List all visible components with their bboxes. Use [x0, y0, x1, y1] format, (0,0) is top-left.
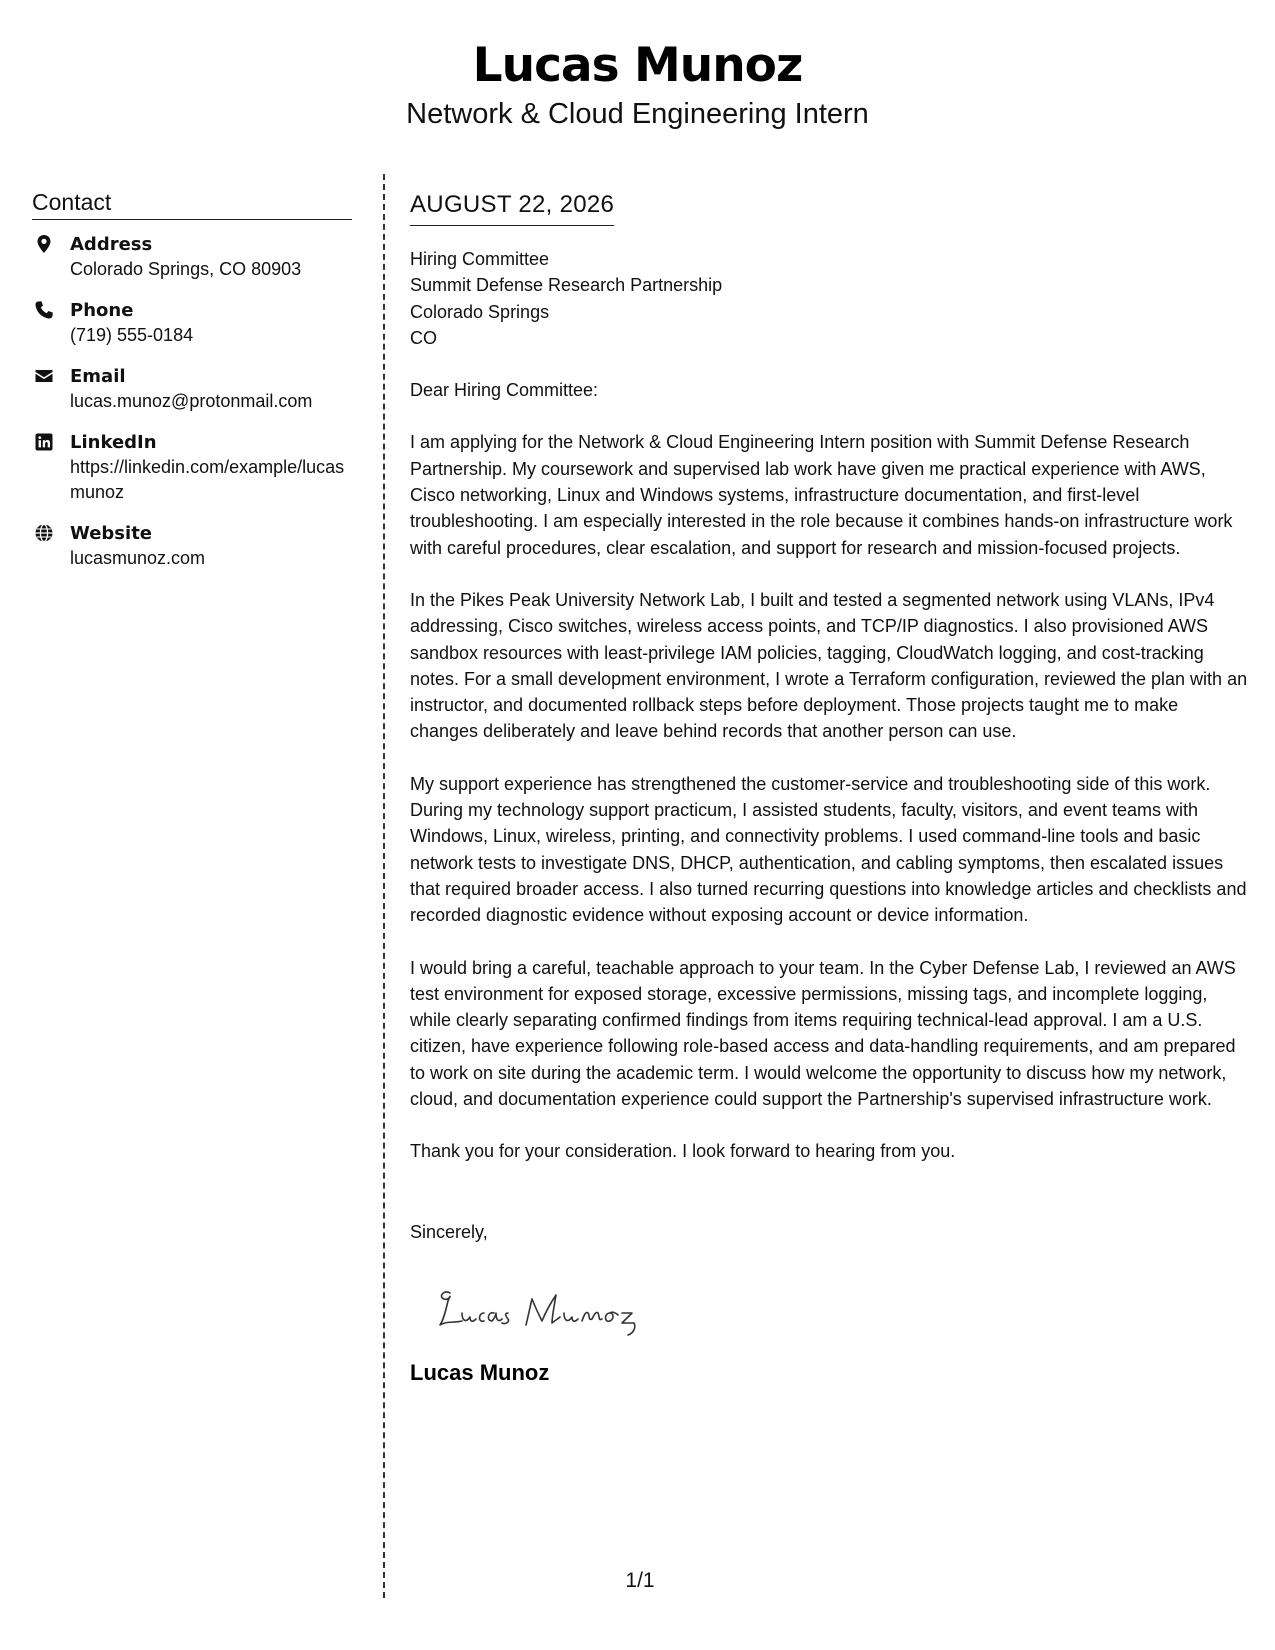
recipient-line: CO [410, 327, 437, 348]
website-value[interactable]: lucasmunoz.com [70, 548, 206, 568]
recipient-line: Summit Defense Research Partnership [410, 275, 723, 296]
column-divider [383, 174, 385, 1598]
contact-label: Phone [70, 300, 134, 321]
contact-label: Website [70, 523, 153, 544]
contact-label: Address [70, 234, 153, 255]
contact-item-linkedin [32, 430, 352, 505]
handwritten-signature [436, 1279, 1250, 1339]
recipient-line: Hiring Committee [410, 249, 550, 269]
linkedin-icon [34, 432, 54, 452]
signed-name: Lucas Munoz [410, 1359, 550, 1385]
resume-header [0, 36, 1275, 132]
job-title: Network & Cloud Engineering Intern [406, 98, 869, 130]
signature-graphic [436, 1279, 676, 1339]
closing: Sincerely, [410, 1221, 488, 1242]
recipient-block [410, 246, 1250, 351]
applicant-name: Lucas Munoz [472, 38, 803, 93]
address-value: Colorado Springs, CO 80903 [70, 259, 302, 279]
globe-icon [34, 523, 54, 543]
envelope-icon [34, 366, 54, 386]
email-value[interactable]: lucas.munoz@protonmail.com [70, 391, 313, 411]
phone-value: (719) 555-0184 [70, 325, 194, 345]
contact-item-email [32, 364, 352, 414]
letter-paragraph: Thank you for your consideration. I look forward to hearing from you. [410, 1141, 956, 1162]
salutation: Dear Hiring Committee: [410, 380, 599, 401]
linkedin-value[interactable]: https://linkedin.com/example/lucasmunoz [70, 457, 345, 502]
letter-paragraph: In the Pikes Peak University Network Lab, I built and tested a segmented network using VLANs, IPv4 addressing, Cisco switches, wireless access points, and TCP/IP diagnostics. I also provisioned AWS sandbox resources with least-privilege IAM policies, tagging, CloudWatch logging, and cost-tracking notes. For a small development environment, I wrote a Terraform configuration, reviewed the plan with an instructor, and documented rollback steps before deployment. Those projects taught me to make changes deliberately and leave behind records that another person can use. [410, 589, 1248, 742]
map-pin-icon [34, 234, 54, 254]
recipient-line: Colorado Springs [410, 301, 550, 322]
letter-paragraph: I am applying for the Network & Cloud Engineering Intern position with Summit Defense Research Partnership. My coursework and supervised lab work have given me practical experience with AWS, Cisco networking, Linux and Windows systems, infrastructure documentation, and first-level troubleshooting. I am especially interested in the role because it combines hands-on infrastructure work with careful procedures, clear escalation, and support for research and mission-focused projects. [410, 432, 1233, 558]
cover-letter-body [410, 190, 1250, 1387]
contact-label: LinkedIn [70, 432, 157, 453]
contact-heading: Contact [32, 188, 352, 220]
contact-label: Email [70, 366, 126, 387]
contact-item-phone [32, 298, 352, 348]
contact-item-website [32, 521, 352, 571]
contact-item-address [32, 232, 352, 282]
letter-date: AUGUST 22, 2026 [410, 190, 614, 226]
contact-sidebar [32, 188, 352, 587]
letter-paragraph: I would bring a careful, teachable approach to your team. In the Cyber Defense Lab, I reviewed an AWS test environment for exposed storage, excessive permissions, missing tags, and incomplete logging, while clearly separating confirmed findings from items requiring technical-lead approval. I am a U.S. citizen, have experience following role-based access and data-handling requirements, and am prepared to work on site during the academic term. I would welcome the opportunity to discuss how my network, cloud, and documentation experience could support the Partnership's supervised infrastructure work. [410, 957, 1236, 1110]
page-number: 1/1 [625, 1569, 655, 1592]
phone-icon [34, 300, 54, 320]
letter-paragraph: My support experience has strengthened the customer-service and troubleshooting side of this work. During my technology support practicum, I assisted students, faculty, visitors, and event teams with Windows, Linux, wireless, printing, and connectivity problems. I used command-line tools and basic network tests to investigate DNS, DHCP, authentication, and cabling symptoms, then escalated issues that required broader access. I also turned recurring questions into knowledge articles and checklists and recorded diagnostic evidence without exposing account or device information. [410, 773, 1247, 926]
